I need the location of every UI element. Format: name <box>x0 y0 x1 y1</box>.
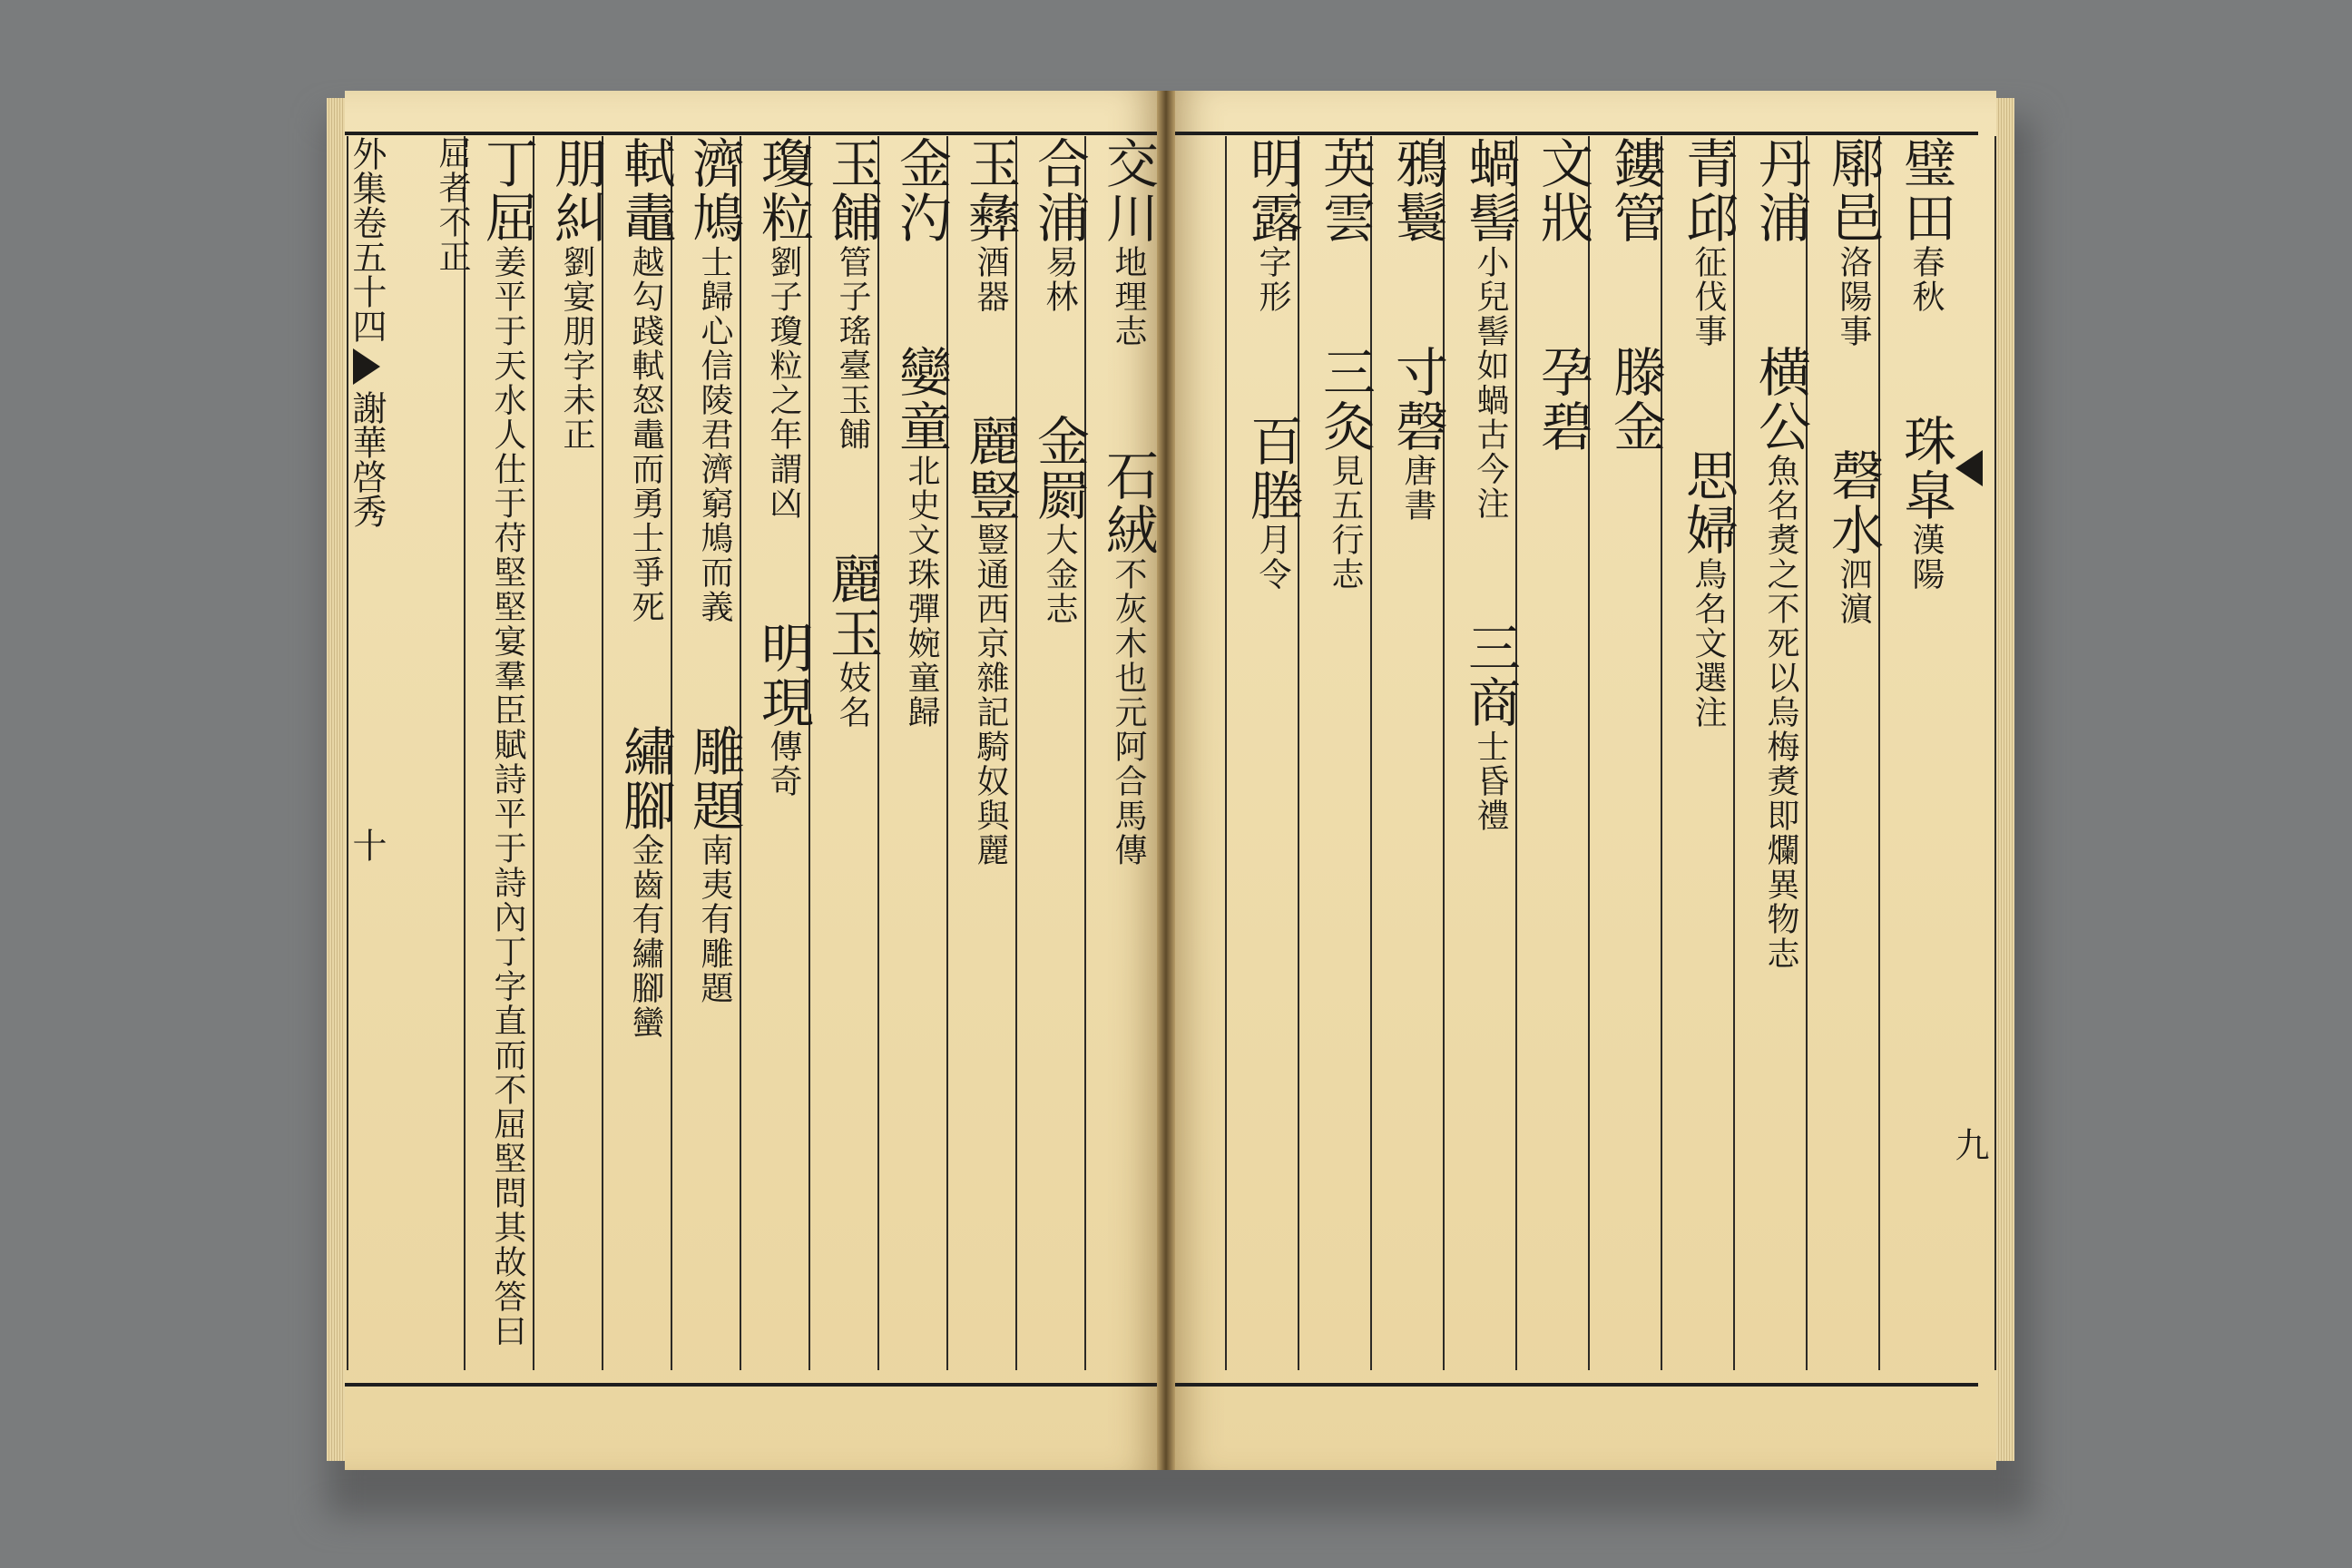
entry-term: 麗玉 <box>821 552 883 661</box>
volume-title: 外集卷五十四 <box>347 136 387 343</box>
entry-gloss: 管子瑤臺玉餔 <box>834 245 871 452</box>
entry-term: 滕金 <box>1604 345 1666 454</box>
right-column <box>1515 136 1593 1370</box>
entry-term: 鏤管 <box>1604 136 1666 245</box>
entry-term: 繡腳 <box>614 724 676 833</box>
chapter-title: 謝華啓秀 <box>347 390 387 528</box>
right-column <box>1878 136 1956 1370</box>
entry-term: 孕碧 <box>1532 345 1593 454</box>
left-column <box>533 136 607 1370</box>
entry-term: 軾鼃 <box>614 136 676 245</box>
entry-term: 合浦 <box>1028 136 1090 245</box>
folio-number-left: 十 <box>347 828 387 862</box>
entry-gloss: 字形 <box>1254 245 1291 314</box>
right-column <box>1298 136 1376 1370</box>
entry-gloss: 唐書 <box>1399 454 1436 523</box>
entry-term: 丁屈 <box>476 136 538 245</box>
entry-term: 百塍 <box>1241 414 1303 523</box>
left-column <box>877 136 952 1370</box>
entry-gloss: 不灰木也元阿合馬傳 <box>1110 557 1147 867</box>
entry-gloss: 傳奇 <box>765 730 802 799</box>
right-column <box>1370 136 1448 1370</box>
fish-tail-mark <box>353 348 380 385</box>
entry-gloss: 士昏禮 <box>1472 730 1509 833</box>
entry-gloss: 春秋 <box>1907 245 1945 314</box>
entry-term: 璧田 <box>1895 136 1956 245</box>
entry-gloss: 越勾踐軾怒鼃而勇士爭死 <box>627 245 664 624</box>
right-page-edge <box>1996 98 2014 1461</box>
entry-term: 蝸髻 <box>1459 136 1521 245</box>
entry-term: 三灸 <box>1314 345 1376 454</box>
entry-term: 丹浦 <box>1749 136 1811 245</box>
entry-term: 濟鳩 <box>683 136 745 245</box>
entry-gloss: 妓名 <box>834 661 871 730</box>
entry-gloss: 豎通西京雜記騎奴與麗 <box>972 523 1009 867</box>
entry-term: 思婦 <box>1677 448 1739 557</box>
entry-gloss: 劉宴朋字未正 <box>558 245 595 452</box>
entry-term: 雕題 <box>683 724 745 833</box>
entry-gloss: 地理志 <box>1110 245 1147 348</box>
spine-label-right <box>1951 136 1996 1370</box>
entry-term: 磬水 <box>1822 448 1884 557</box>
entry-gloss: 酒器 <box>972 245 1009 314</box>
entry-term: 孌童 <box>890 345 952 454</box>
entry-term: 珠皐 <box>1895 414 1956 523</box>
book-gutter <box>1157 91 1175 1470</box>
right-column <box>1806 136 1884 1370</box>
entry-term: 鄏邑 <box>1822 136 1884 245</box>
entry-gloss: 洛陽事 <box>1835 245 1872 348</box>
left-column <box>671 136 745 1370</box>
entry-gloss: 姜平于天水人仕于苻堅堅宴羣臣賦詩平于詩內丁字直而不屈堅問其故答曰屈者不正 <box>434 136 526 1348</box>
entry-term: 金汋 <box>890 136 952 245</box>
entry-gloss: 鳥名文選注 <box>1690 557 1727 730</box>
left-column <box>946 136 1021 1370</box>
entry-term: 金罽 <box>1028 414 1090 523</box>
entry-term: 玉餔 <box>821 136 883 245</box>
entry-gloss: 劉子瓊粒之年謂凶 <box>765 245 802 521</box>
entry-term: 寸磬 <box>1387 345 1448 454</box>
entry-gloss: 見五行志 <box>1327 454 1364 592</box>
right-column <box>1225 136 1303 1370</box>
entry-gloss: 金齒有繡腳蠻 <box>627 833 664 1040</box>
entry-term: 明露 <box>1241 136 1303 245</box>
right-column <box>1443 136 1521 1370</box>
entry-gloss: 月令 <box>1254 523 1291 592</box>
right-column <box>1588 136 1666 1370</box>
right-column <box>1733 136 1811 1370</box>
entry-term: 青邱 <box>1677 136 1739 245</box>
entry-gloss: 士歸心信陵君濟窮鳩而義 <box>696 245 733 624</box>
entry-term: 麗豎 <box>959 414 1021 523</box>
entry-term: 玉彝 <box>959 136 1021 245</box>
left-column <box>740 136 814 1370</box>
entry-gloss: 大金志 <box>1041 523 1078 626</box>
fish-tail-mark-right <box>1955 450 1983 486</box>
entry-term: 明現 <box>752 621 814 730</box>
entry-term: 三商 <box>1459 621 1521 730</box>
left-column <box>808 136 883 1370</box>
folio-number-right: 九 <box>1949 1127 1989 1161</box>
entry-term: 交川 <box>1097 136 1159 245</box>
left-column <box>602 136 676 1370</box>
entry-term: 横公 <box>1749 345 1811 454</box>
spine-label-left <box>347 136 392 1370</box>
entry-term: 英雲 <box>1314 136 1376 245</box>
left-column <box>434 136 538 1370</box>
entry-gloss: 北史文珠彈婉童歸 <box>903 454 940 730</box>
left-column <box>1015 136 1090 1370</box>
left-column <box>1084 136 1159 1370</box>
right-column <box>1661 136 1739 1370</box>
entry-gloss: 南夷有雕題 <box>696 833 733 1005</box>
entry-term: 文戕 <box>1532 136 1593 245</box>
entry-term: 鴉鬟 <box>1387 136 1448 245</box>
entry-term: 朋糾 <box>545 136 607 245</box>
entry-gloss: 泗濵 <box>1835 557 1872 626</box>
entry-term: 瓊粒 <box>752 136 814 245</box>
entry-gloss: 征伐事 <box>1690 245 1727 348</box>
entry-gloss: 易林 <box>1041 245 1078 314</box>
entry-gloss: 漢陽 <box>1907 523 1945 592</box>
entry-gloss: 魚名煑之不死以烏梅煑即爛異物志 <box>1762 454 1799 971</box>
entry-term: 石絨 <box>1097 448 1159 557</box>
entry-gloss: 小兒髻如蝸古今注 <box>1472 245 1509 521</box>
